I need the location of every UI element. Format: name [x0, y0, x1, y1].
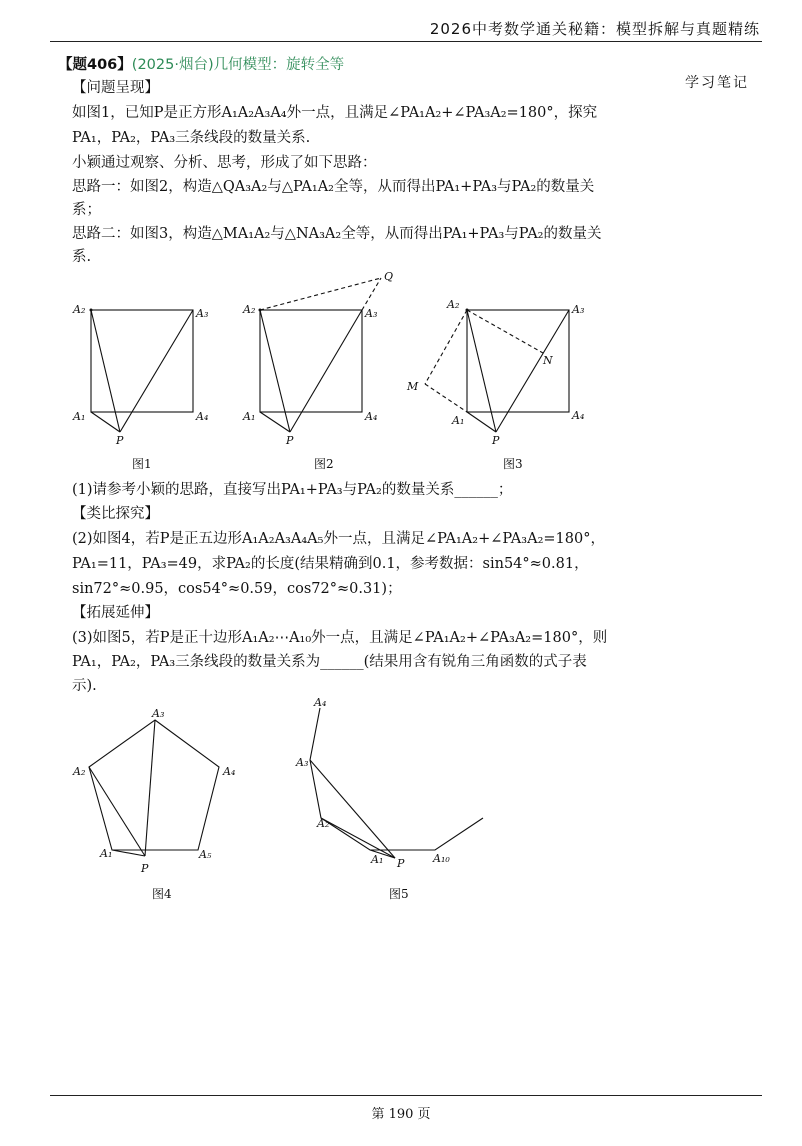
fig5-label-p: P — [397, 857, 405, 870]
fig3-caption: 图3 — [503, 457, 523, 471]
fig4-label-a3: A₃ — [152, 707, 165, 720]
fig5-label-a3: A₃ — [296, 756, 309, 769]
fig5-label-a10: A₁₀ — [433, 852, 450, 865]
fig3-label-a4: A₄ — [572, 409, 585, 422]
fig2-label-a1: A₁ — [243, 410, 256, 423]
question-2-line-2: PA₁=11，PA₃=49，求PA₂的长度(结果精确到0.1，参考数据：sin54°≈0.81， — [72, 556, 589, 572]
fig2-label-a3: A₃ — [365, 307, 378, 320]
figure-4-diagram — [89, 720, 219, 856]
book-header: 2026中考数学通关秘籍：模型拆解与真题精练 — [429, 20, 760, 38]
figure-1-diagram — [91, 310, 193, 432]
fig3-label-a2: A₂ — [447, 298, 460, 311]
fig5-label-a4: A₄ — [314, 696, 327, 709]
fig4-label-a4: A₄ — [223, 765, 236, 778]
fig5-label-a1: A₁ — [371, 853, 384, 866]
problem-text-6: 思路二：如图3，构造△MA₁A₂与△NA₃A₂全等，从而得出PA₁+PA₃与PA₂的数量关 — [72, 226, 602, 242]
fig4-label-a1: A₁ — [100, 847, 113, 860]
fig4-caption: 图4 — [152, 887, 172, 901]
page-number: 第 190 页 — [371, 1107, 431, 1122]
fig3-label-n: N — [543, 354, 553, 367]
section-extension: 【拓展延伸】 — [72, 605, 159, 621]
figure-5-diagram — [310, 708, 483, 858]
section-problem-presentation: 【问题呈现】 — [72, 80, 159, 96]
fig2-caption: 图2 — [314, 457, 334, 471]
question-3-line-2: PA₁，PA₂，PA₃三条线段的数量关系为______(结果用含有锐角三角函数的式子表 — [72, 654, 587, 670]
figure-3-diagram — [425, 310, 569, 432]
problem-number: 【题406】 — [58, 57, 132, 73]
question-2-line-3: sin72°≈0.95，cos54°≈0.59，cos72°≈0.31)； — [72, 581, 402, 597]
fig5-label-a2: A₂ — [317, 817, 330, 830]
fig4-label-p: P — [141, 862, 149, 875]
fig3-label-a1: A₁ — [452, 414, 465, 427]
fig2-label-q: Q — [384, 270, 394, 283]
fig2-label-a4: A₄ — [365, 410, 378, 423]
fig1-label-a2: A₂ — [73, 303, 86, 316]
problem-source: (2025·烟台)几何模型：旋转全等 — [131, 57, 345, 73]
question-3-line-3: 示). — [72, 678, 97, 694]
fig1-label-a1: A₁ — [73, 410, 86, 423]
fig2-label-a2: A₂ — [243, 303, 256, 316]
problem-text-3: 小颖通过观察、分析、思考，形成了如下思路： — [72, 155, 377, 171]
fig2-label-p: P — [286, 434, 294, 447]
fig4-label-a5: A₅ — [199, 848, 212, 861]
study-notes-label: 学习笔记 — [685, 75, 749, 91]
fig3-label-a3: A₃ — [572, 303, 585, 316]
problem-text-2: PA₁，PA₂，PA₃三条线段的数量关系. — [72, 130, 311, 146]
fig4-label-a2: A₂ — [73, 765, 86, 778]
fig3-label-m: M — [407, 380, 419, 393]
question-2-line-1: (2)如图4，若P是正五边形A₁A₂A₃A₄A₅外一点，且满足∠PA₁A₂+∠PA₃A₂=180°， — [72, 531, 605, 547]
problem-text-5: 系； — [72, 202, 101, 218]
problem-text-1: 如图1，已知P是正方形A₁A₂A₃A₄外一点，且满足∠PA₁A₂+∠PA₃A₂=180°，探究 — [72, 105, 598, 121]
figure-2-diagram — [260, 278, 381, 432]
fig3-label-p: P — [492, 434, 500, 447]
problem-text-4: 思路一：如图2，构造△QA₃A₂与△PA₁A₂全等，从而得出PA₁+PA₃与PA₂的数量关 — [72, 179, 595, 195]
fig1-caption: 图1 — [132, 457, 152, 471]
fig1-label-a4: A₄ — [196, 410, 209, 423]
section-analogy: 【类比探究】 — [72, 506, 159, 522]
question-3-line-1: (3)如图5，若P是正十边形A₁A₂⋯A₁₀外一点，且满足∠PA₁A₂+∠PA₃A₂=180°，则 — [72, 630, 608, 646]
problem-text-7: 系. — [72, 249, 92, 265]
question-1: (1)请参考小颖的思路，直接写出PA₁+PA₃与PA₂的数量关系______； — [72, 482, 513, 498]
fig1-label-p: P — [116, 434, 124, 447]
fig5-caption: 图5 — [389, 887, 409, 901]
fig1-label-a3: A₃ — [196, 307, 209, 320]
footer-divider — [50, 1095, 762, 1096]
